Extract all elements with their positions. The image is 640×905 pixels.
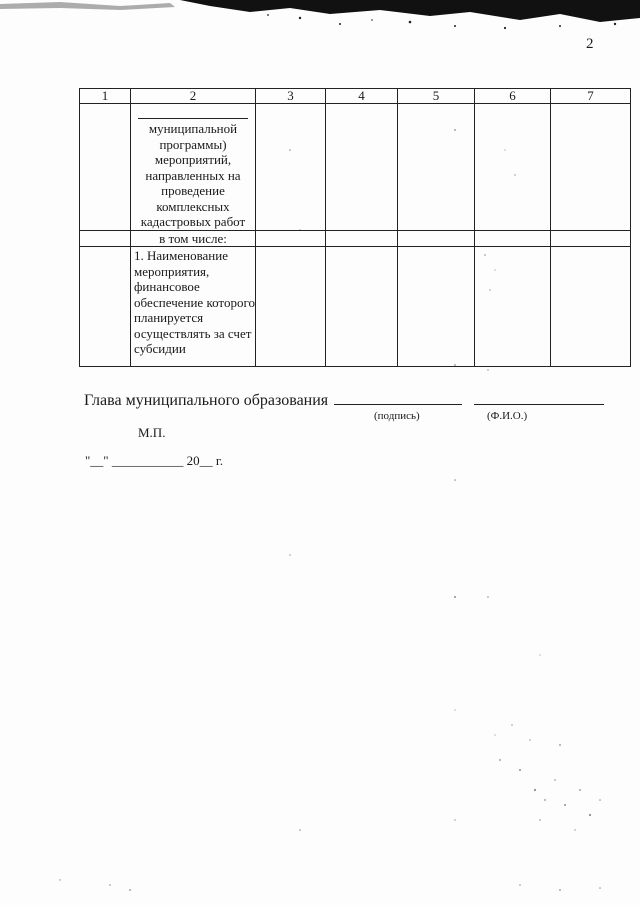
table-cell [475, 230, 551, 247]
including-label: в том числе: [131, 230, 256, 247]
page-number: 2 [586, 36, 594, 52]
scan-noise-top [0, 0, 640, 40]
table-cell [131, 104, 256, 231]
table-header-row [80, 89, 631, 104]
table-cell [475, 104, 551, 231]
item-description: 1. Наименование мероприятия, финансовое обеспечение которого планируется осуществлять за счет субсидии [131, 247, 256, 367]
column-header-5: 5 [398, 89, 475, 104]
table-cell [326, 104, 398, 231]
signature-blank [334, 392, 462, 405]
table-cell [398, 247, 475, 367]
date-line: "__" ___________ 20__ г. [85, 453, 223, 468]
table-cell [80, 230, 131, 247]
table-cell [475, 247, 551, 367]
table-cell [80, 247, 131, 367]
table-row [80, 104, 631, 231]
fill-in-rule [138, 118, 248, 119]
table-cell [326, 230, 398, 247]
signature-label: Глава муниципального образования [84, 392, 329, 409]
column-header-3: 3 [256, 89, 326, 104]
signature-line [84, 392, 604, 410]
column-header-7: 7 [551, 89, 631, 104]
table-cell [398, 104, 475, 231]
table-cell [326, 247, 398, 367]
stamp-label: М.П. [138, 425, 166, 440]
description-text: муниципальной программы) мероприятий, направленных на проведение комплексных кадастровых работ [140, 121, 246, 229]
signature-caption: (подпись) [374, 410, 420, 422]
column-header-6: 6 [475, 89, 551, 104]
name-caption: (Ф.И.О.) [487, 410, 528, 422]
column-header-2: 2 [131, 89, 256, 104]
column-header-1: 1 [80, 89, 131, 104]
table-cell [551, 230, 631, 247]
program-table [79, 88, 631, 367]
table-cell [256, 104, 326, 231]
table-row [80, 247, 631, 367]
table-row [80, 230, 631, 247]
table-cell [551, 247, 631, 367]
table-cell [551, 104, 631, 231]
table-cell [398, 230, 475, 247]
table-cell [80, 104, 131, 231]
name-blank [474, 392, 604, 405]
table-cell [256, 230, 326, 247]
table-cell [256, 247, 326, 367]
column-header-4: 4 [326, 89, 398, 104]
